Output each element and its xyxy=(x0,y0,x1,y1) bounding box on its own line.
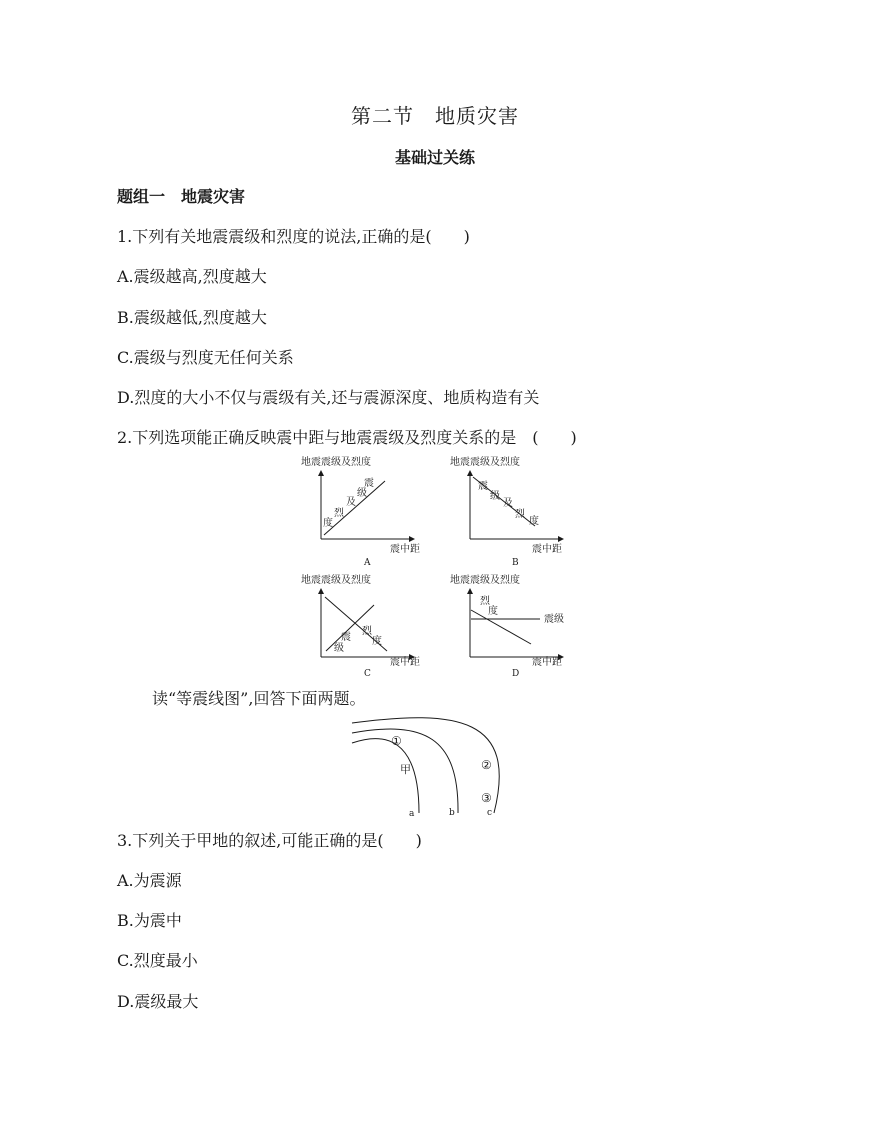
graph-b-xlabel: 震中距 xyxy=(532,544,562,555)
graph-d-int-char: 烈 xyxy=(480,596,490,607)
graph-a xyxy=(301,455,420,568)
question-3-option-a: A.为震源 xyxy=(117,871,182,890)
graph-a-tag: A xyxy=(364,558,371,568)
group-heading: 题组一 地震灾害 xyxy=(117,187,246,206)
question-3-option-b: B.为震中 xyxy=(117,911,182,930)
graph-a-mag-char: 级 xyxy=(357,488,367,499)
point-label-2: ② xyxy=(481,758,492,772)
question-1-stem: 1.下列有关地震震级和烈度的说法,正确的是( ) xyxy=(117,227,470,246)
graph-b-ylabel: 地震震级及烈度 xyxy=(450,457,520,468)
graph-a-mag-char: 震 xyxy=(364,478,374,489)
question-3-stem: 3.下列关于甲地的叙述,可能正确的是( ) xyxy=(117,831,422,850)
graph-a-xlabel: 震中距 xyxy=(390,544,420,555)
graph-c-mag-char: 震 xyxy=(341,632,351,643)
graph-c-ylabel: 地震震级及烈度 xyxy=(301,575,371,586)
isoseismal-map xyxy=(348,714,530,820)
line-label-a: a xyxy=(409,809,415,819)
reading-intro: 读“等震线图”,回答下面两题。 xyxy=(152,689,366,708)
graph-b-int-char: 度 xyxy=(529,516,539,527)
question-1-option-b: B.震级越低,烈度越大 xyxy=(117,308,267,327)
graph-c-tag: C xyxy=(364,669,371,679)
graph-a-int-char: 度 xyxy=(323,518,333,529)
graph-c-xlabel: 震中距 xyxy=(390,657,420,668)
graph-d-tag: D xyxy=(512,669,520,679)
line-label-c: c xyxy=(487,808,493,818)
q2-graphs-figure xyxy=(290,448,590,682)
region-label: 甲 xyxy=(400,763,411,776)
question-1-option-a: A.震级越高,烈度越大 xyxy=(117,267,267,286)
graph-b-tag: B xyxy=(512,558,519,568)
graph-b-int-char: 烈 xyxy=(515,509,525,520)
graph-b-mag-char: 级 xyxy=(490,491,500,502)
graph-b-mag-char: 及 xyxy=(503,498,513,509)
question-3-option-c: C.烈度最小 xyxy=(117,951,198,970)
graph-d-int-char: 度 xyxy=(488,606,498,617)
graph-d-xlabel: 震中距 xyxy=(532,657,562,668)
point-label-3: ③ xyxy=(481,791,492,805)
question-3-option-d: D.震级最大 xyxy=(117,992,199,1011)
graph-d xyxy=(450,573,564,679)
graph-d-ylabel: 地震震级及烈度 xyxy=(450,575,520,586)
graph-a-int-char: 烈 xyxy=(334,508,344,519)
graph-a-mag-char: 及 xyxy=(346,497,356,508)
line-label-b: b xyxy=(449,808,455,818)
graph-b xyxy=(450,455,563,568)
question-2-stem: 2.下列选项能正确反映震中距与地震震级及烈度关系的是 ( ) xyxy=(117,428,577,447)
question-1-option-c: C.震级与烈度无任何关系 xyxy=(117,348,294,367)
graph-b-mag-char: 震 xyxy=(478,481,488,492)
point-label-1: ① xyxy=(391,734,402,748)
graph-c-int-char: 度 xyxy=(372,636,382,647)
page-title: 第二节 地质灾害 xyxy=(351,104,519,128)
section-subtitle: 基础过关练 xyxy=(394,148,475,167)
graph-a-ylabel: 地震震级及烈度 xyxy=(301,457,371,468)
question-1-option-d: D.烈度的大小不仅与震级有关,还与震源深度、地质构造有关 xyxy=(117,388,540,407)
graph-c xyxy=(301,573,420,679)
graph-c-int-char: 烈 xyxy=(362,626,372,637)
graph-c-mag-char: 级 xyxy=(334,643,344,654)
isoseismal-line-c xyxy=(352,718,499,813)
graph-d-intensity-line xyxy=(471,610,531,644)
graph-d-magnitude-label: 震级 xyxy=(544,614,564,625)
